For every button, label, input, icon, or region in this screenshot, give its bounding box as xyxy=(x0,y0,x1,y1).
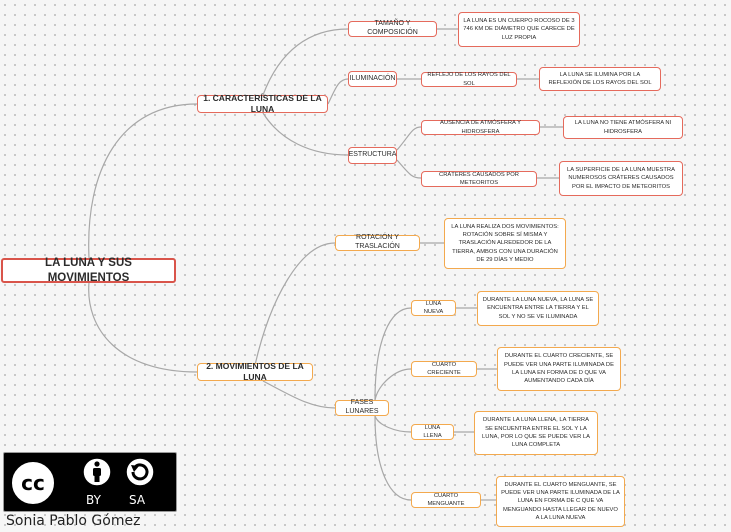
topic-crateres[interactable]: CRÁTERES CAUSADOS POR METEORITOS xyxy=(421,171,537,187)
desc-iluminacion[interactable]: LA LUNA SE ILUMINA POR LA REFLEXIÓN DE LOS RAYOS DEL SOL xyxy=(539,67,661,91)
license-by-label: BY xyxy=(86,493,101,507)
topic-rotacion-traslacion[interactable]: ROTACIÓN Y TRASLACIÓN xyxy=(335,235,420,251)
desc-luna-nueva[interactable]: DURANTE LA LUNA NUEVA, LA LUNA SE ENCUENTRA ENTRE LA TIERRA Y EL SOL Y NO SE VE ILUMINADA xyxy=(477,291,599,326)
by-attribution-icon xyxy=(83,458,111,486)
license-sa-label: SA xyxy=(129,493,146,507)
branch-caracteristicas[interactable]: 1. CARACTERÍSTICAS DE LA LUNA xyxy=(197,95,328,113)
topic-ausencia-atmosfera[interactable]: AUSENCIA DE ATMÓSFERA Y HIDROSFERA xyxy=(421,120,540,135)
topic-estructura[interactable]: ESTRUCTURA xyxy=(348,147,397,164)
topic-luna-llena[interactable]: LUNA LLENA xyxy=(411,424,454,440)
cc-logo-icon xyxy=(11,461,55,505)
desc-ausencia-atmosfera[interactable]: LA LUNA NO TIENE ATMÓSFERA NI HIDROSFERA xyxy=(563,116,683,139)
svg-text:cc: cc xyxy=(21,471,45,495)
topic-cuarto-menguante[interactable]: CUARTO MENGUANTE xyxy=(411,492,481,508)
desc-rotacion-traslacion[interactable]: LA LUNA REALIZA DOS MOVIMIENTOS: ROTACIÓN SOBRE SÍ MISMA Y TRASLACIÓN ALREDEDOR DE LA TIERRA, AMBOS CON UNA DURACIÓN DE 29 DÍAS Y MEDIO xyxy=(444,218,566,269)
desc-crateres[interactable]: LA SUPERFICIE DE LA LUNA MUESTRA NUMEROSOS CRÁTERES CAUSADOS POR EL IMPACTO DE METEORITOS xyxy=(559,161,683,196)
root-topic[interactable]: LA LUNA Y SUS MOVIMIENTOS xyxy=(1,258,176,283)
topic-luna-nueva[interactable]: LUNA NUEVA xyxy=(411,300,456,316)
topic-iluminacion[interactable]: ILUMINACIÓN xyxy=(348,71,397,87)
desc-tamano-composicion[interactable]: LA LUNA ES UN CUERPO ROCOSO DE 3 746 KM DE DIÁMETRO QUE CARECE DE LUZ PROPIA xyxy=(458,12,580,47)
author-name: Sonia Pablo Gómez xyxy=(6,513,141,529)
branch-movimientos[interactable]: 2. MOVIMIENTOS DE LA LUNA xyxy=(197,363,313,381)
desc-luna-llena[interactable]: DURANTE LA LUNA LLENA, LA TIERRA SE ENCUENTRA ENTRE EL SOL Y LA LUNA, POR LO QUE SE PUEDE VER LA LUNA COMPLETA xyxy=(474,411,598,455)
topic-reflejo-rayos[interactable]: REFLEJO DE LOS RAYOS DEL SOL xyxy=(421,72,517,87)
desc-cuarto-menguante[interactable]: DURANTE EL CUARTO MENGUANTE, SE PUEDE VER UNA PARTE ILUMINADA DE LA LUNA EN FORMA DE C QUE VA MENGUANDO HASTA LLEGAR DE NUEVO A LA LUNA NUEVA xyxy=(496,476,625,527)
topic-tamano-composicion[interactable]: TAMAÑO Y COMPOSICIÓN xyxy=(348,21,437,37)
topic-fases-lunares[interactable]: FASES LUNARES xyxy=(335,400,389,416)
topic-cuarto-creciente[interactable]: CUARTO CRECIENTE xyxy=(411,361,477,377)
cc-license-badge[interactable] xyxy=(3,452,177,512)
sa-sharealike-icon xyxy=(126,458,154,486)
desc-cuarto-creciente[interactable]: DURANTE EL CUARTO CRECIENTE, SE PUEDE VER UNA PARTE ILUMINADA DE LA LUNA EN FORMA DE D QUE VA AUMENTANDO CADA DÍA xyxy=(497,347,621,391)
